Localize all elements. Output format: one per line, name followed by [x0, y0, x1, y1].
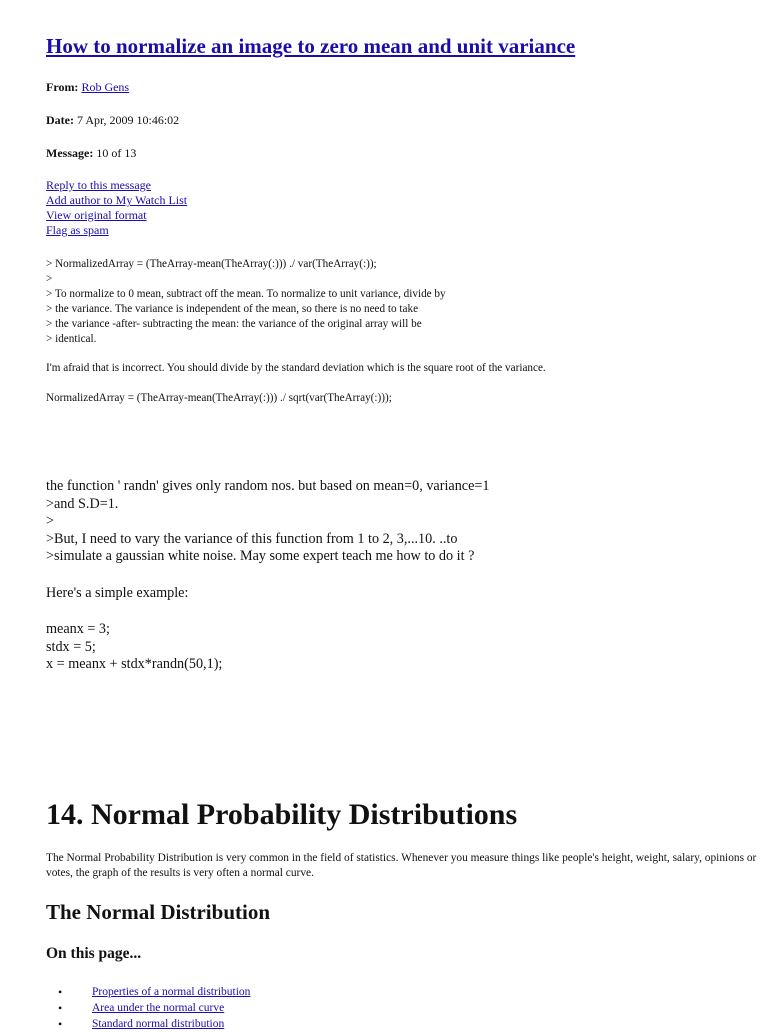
on-this-page-heading: On this page...	[46, 945, 142, 962]
example-code-line: x = meanx + stdx*randn(50,1);	[46, 656, 223, 673]
date-label: Date:	[46, 113, 74, 127]
example-code	[46, 621, 222, 674]
second-quote-line: >and S.D=1.	[46, 495, 119, 512]
bullet-icon: •	[58, 1001, 63, 1015]
toc-item	[46, 1000, 250, 1016]
quote-line: >	[46, 273, 53, 285]
quoted-text	[46, 257, 446, 347]
author-link[interactable]: Rob Gens	[81, 80, 130, 94]
article-intro: The Normal Probability Distribution is very common in the field of statistics. Whenever you measure things like people's height, weight, salary, opinions or votes, the graph of the results is very often a normal curve.	[46, 852, 757, 879]
second-quote-line: >But, I need to vary the variance of this function from 1 to 2, 3,...10. ..to	[46, 530, 458, 547]
toc-link-standard[interactable]: Standard normal distribution	[92, 1018, 225, 1030]
second-quote-line: >simulate a gaussian white noise. May some expert teach me how to do it ?	[46, 548, 475, 565]
second-quote	[46, 478, 489, 566]
second-quote-line: >	[46, 513, 55, 530]
second-quote-line: the function ' randn' gives only random nos. but based on mean=0, variance=1	[46, 478, 490, 494]
from-label: From:	[46, 80, 79, 94]
date-value: 7 Apr, 2009 10:46:02	[76, 113, 180, 127]
article-title: 14. Normal Probability Distributions	[46, 798, 518, 831]
quote-line: > the variance -after- subtracting the mean: the variance of the original array will be	[46, 318, 422, 330]
toc-item	[46, 1016, 250, 1032]
view-original-link[interactable]: View original format	[46, 208, 147, 222]
bullet-icon: •	[58, 985, 63, 999]
reply-link[interactable]: Reply to this message	[46, 178, 151, 192]
from-row	[46, 80, 129, 95]
message-row	[46, 146, 136, 161]
section-heading: The Normal Distribution	[46, 900, 271, 924]
quote-line: > identical.	[46, 333, 97, 345]
quote-line: > the variance. The variance is independent of the mean, so there is no need to take	[46, 303, 419, 315]
message-actions	[46, 178, 187, 238]
code-line: NormalizedArray = (TheArray-mean(TheArray(:))) ./ sqrt(var(TheArray(:)));	[46, 392, 392, 404]
flag-spam-link[interactable]: Flag as spam	[46, 223, 109, 237]
message-value: 10 of 13	[96, 146, 137, 160]
watch-list-link[interactable]: Add author to My Watch List	[46, 193, 188, 207]
toc-link-area[interactable]: Area under the normal curve	[92, 1002, 225, 1014]
example-intro: Here's a simple example:	[46, 585, 189, 601]
toc-link-properties[interactable]: Properties of a normal distribution	[92, 986, 251, 998]
thread-title-link[interactable]: How to normalize an image to zero mean and unit variance	[46, 34, 576, 58]
quote-line: > NormalizedArray = (TheArray-mean(TheArray(:))) ./ var(TheArray(:));	[46, 258, 377, 270]
quote-line: > To normalize to 0 mean, subtract off the mean. To normalize to unit variance, divide by	[46, 288, 446, 300]
toc-list	[46, 984, 250, 1032]
message-label: Message:	[46, 146, 94, 160]
date-row	[46, 113, 179, 128]
toc-item	[46, 984, 250, 1000]
example-code-line: stdx = 5;	[46, 638, 96, 655]
bullet-icon: •	[58, 1017, 63, 1031]
example-code-line: meanx = 3;	[46, 621, 110, 637]
reply-text: I'm afraid that is incorrect. You should divide by the standard deviation which is the square root of the variance.	[46, 362, 546, 374]
